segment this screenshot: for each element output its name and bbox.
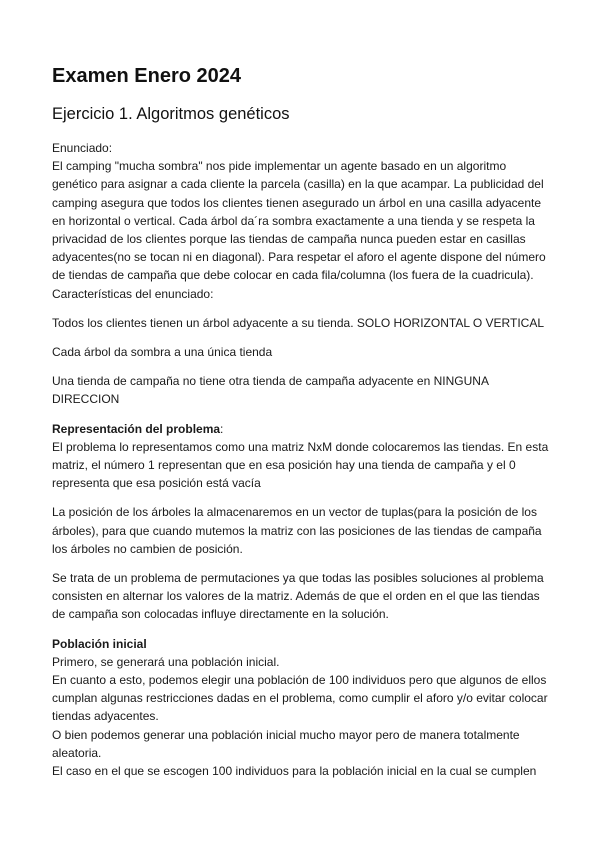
poblacion-line: En cuanto a esto, podemos elegir una población de 100 individuos pero que algunos de ellos cumplan algunas restricciones dadas en el problema, como cumplir el aforo y/o evitar colocar tiendas adyacentes. xyxy=(52,673,548,724)
caracteristica-item: Todos los clientes tienen un árbol adyacente a su tienda. SOLO HORIZONTAL O VERTICAL xyxy=(52,315,545,330)
poblacion-line: Primero, se generará una población inicial. xyxy=(52,654,280,669)
representacion-paragraph: Se trata de un problema de permutaciones ya que todas las posibles soluciones al problema consisten en alternar los valores de la matriz. Además de que el orden en el que las tiendas de campaña son colocadas influye directamente en la solución. xyxy=(52,571,544,622)
caracteristicas-label: Características del enunciado: xyxy=(52,286,214,301)
poblacion-line: O bien podemos generar una población inicial mucho mayor pero de manera totalmente aleatoria. xyxy=(52,727,520,760)
exercise-heading: Ejercicio 1. Algoritmos genéticos xyxy=(52,105,290,123)
representacion-paragraph: La posición de los árboles la almacenaremos en un vector de tuplas(para la posición de los árboles), para que cuando mutemos la matriz con las posiciones de las tiendas de campaña los árboles no cambien de posición. xyxy=(52,505,542,556)
caracteristica-item: Cada árbol da sombra a una única tienda xyxy=(52,345,273,360)
poblacion-heading: Población inicial xyxy=(52,636,147,651)
representacion-paragraph: El problema lo representamos como una matriz NxM donde colocaremos las tiendas. En esta matriz, el número 1 representan que en esa posición hay una tienda de campaña y el 0 representa que esa posición está vacía xyxy=(52,439,549,491)
enunciado-label: Enunciado: xyxy=(52,141,113,155)
document-page xyxy=(52,62,552,780)
caracteristica-item: Una tienda de campaña no tiene otra tienda de campaña adyacente en NINGUNA DIRECCION xyxy=(52,374,489,407)
enunciado-text: El camping "mucha sombra" nos pide implementar un agente basado en un algoritmo genético para asignar a cada cliente la parcela (casilla) en la que acampar. La publicidad del camping asegura que todos los clientes tienen asegurado un árbol en una casilla adyacente en horizontal o vertical. Cada árbol da´ra sombra exactamente a una tienda y se respeta la privacidad de los clientes porque las tiendas de campaña nunca pueden estar en casillas adyacentes(no se tocan ni en diagonal). Para respetar el aforo el agente dispone del número de tiendas de campaña que debe colocar en cada fila/columna (los fuera de la cuadricula). xyxy=(52,159,546,283)
poblacion-line: El caso en el que se escogen 100 individuos para la población inicial en la cual se cumplen xyxy=(52,764,537,779)
representacion-heading: Representación del problema xyxy=(52,421,221,436)
representacion-colon: : xyxy=(220,421,224,436)
representacion-heading-line xyxy=(52,420,552,438)
page-title: Examen Enero 2024 xyxy=(52,65,241,87)
